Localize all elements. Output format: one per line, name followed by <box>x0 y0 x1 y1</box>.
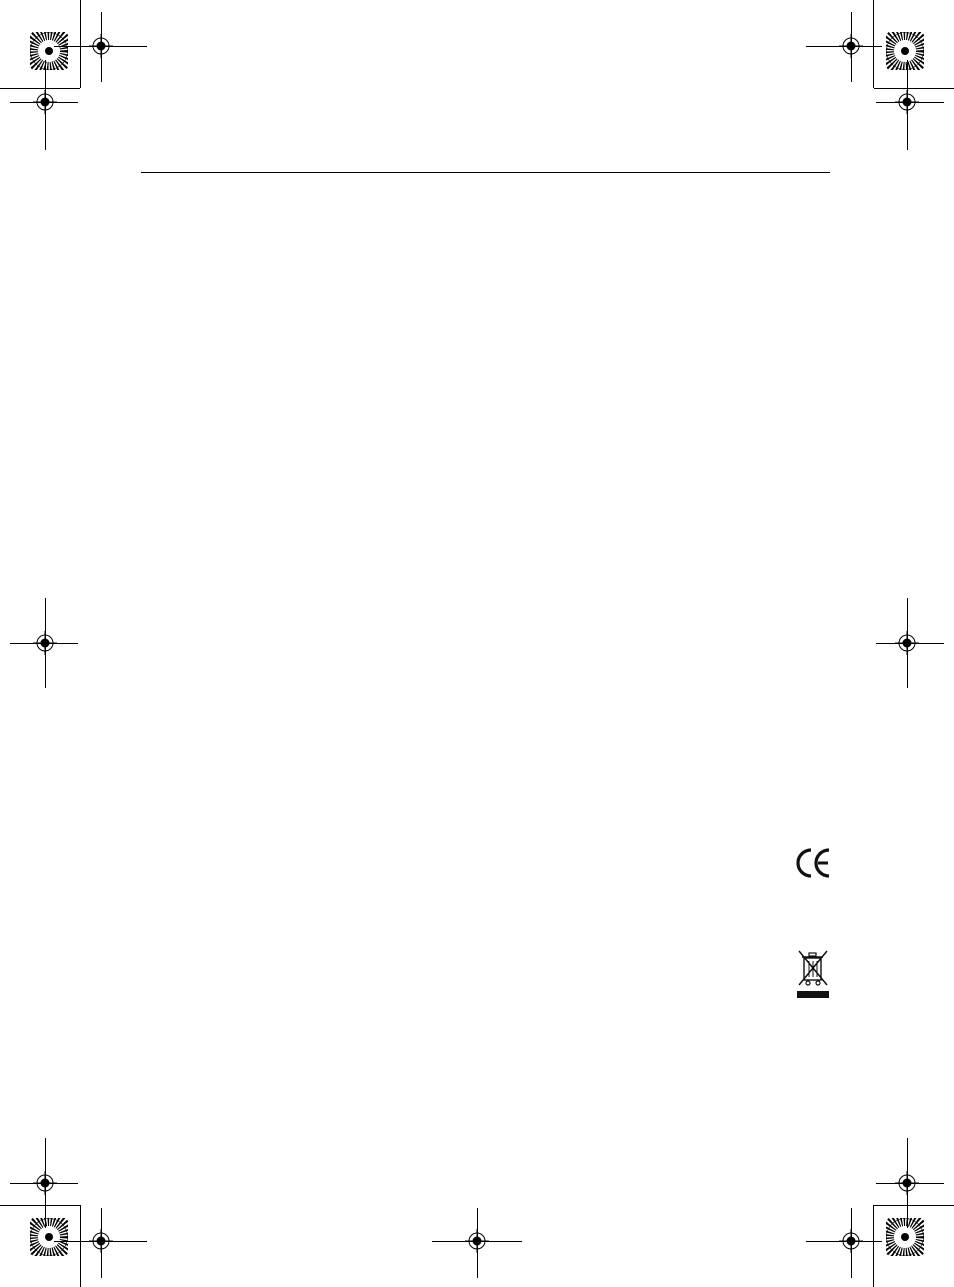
reg-line <box>851 1208 852 1278</box>
trim-line <box>80 0 81 88</box>
star-target-icon <box>886 32 924 70</box>
trim-line <box>874 88 954 89</box>
reg-line <box>907 1138 908 1228</box>
trim-line <box>0 1205 80 1206</box>
reg-line <box>101 1208 102 1278</box>
trim-line <box>80 1205 81 1287</box>
star-target-icon <box>30 32 68 70</box>
reg-line <box>907 60 908 150</box>
reg-line <box>876 643 944 644</box>
reg-line <box>45 1138 46 1228</box>
reg-line <box>806 46 882 47</box>
reg-line <box>907 598 908 688</box>
star-target-icon <box>886 1218 924 1256</box>
reg-line <box>101 12 102 82</box>
star-target-icon <box>30 1218 68 1256</box>
table-header-row <box>141 146 830 173</box>
ce-mark-icon <box>795 846 831 880</box>
reg-line <box>477 1208 478 1278</box>
usage-table <box>141 146 830 173</box>
trim-line <box>874 1205 954 1206</box>
reg-line <box>10 643 78 644</box>
crossed-bin-icon <box>796 949 830 1001</box>
reg-line <box>45 60 46 150</box>
reg-line <box>851 12 852 82</box>
reg-line <box>806 1241 882 1242</box>
trim-line <box>0 88 80 89</box>
trim-line <box>873 1205 874 1287</box>
reg-line <box>10 1183 78 1184</box>
reg-line <box>876 102 944 103</box>
reg-line <box>10 102 78 103</box>
reg-line <box>45 598 46 688</box>
reg-line <box>876 1183 944 1184</box>
trim-line <box>873 0 874 88</box>
